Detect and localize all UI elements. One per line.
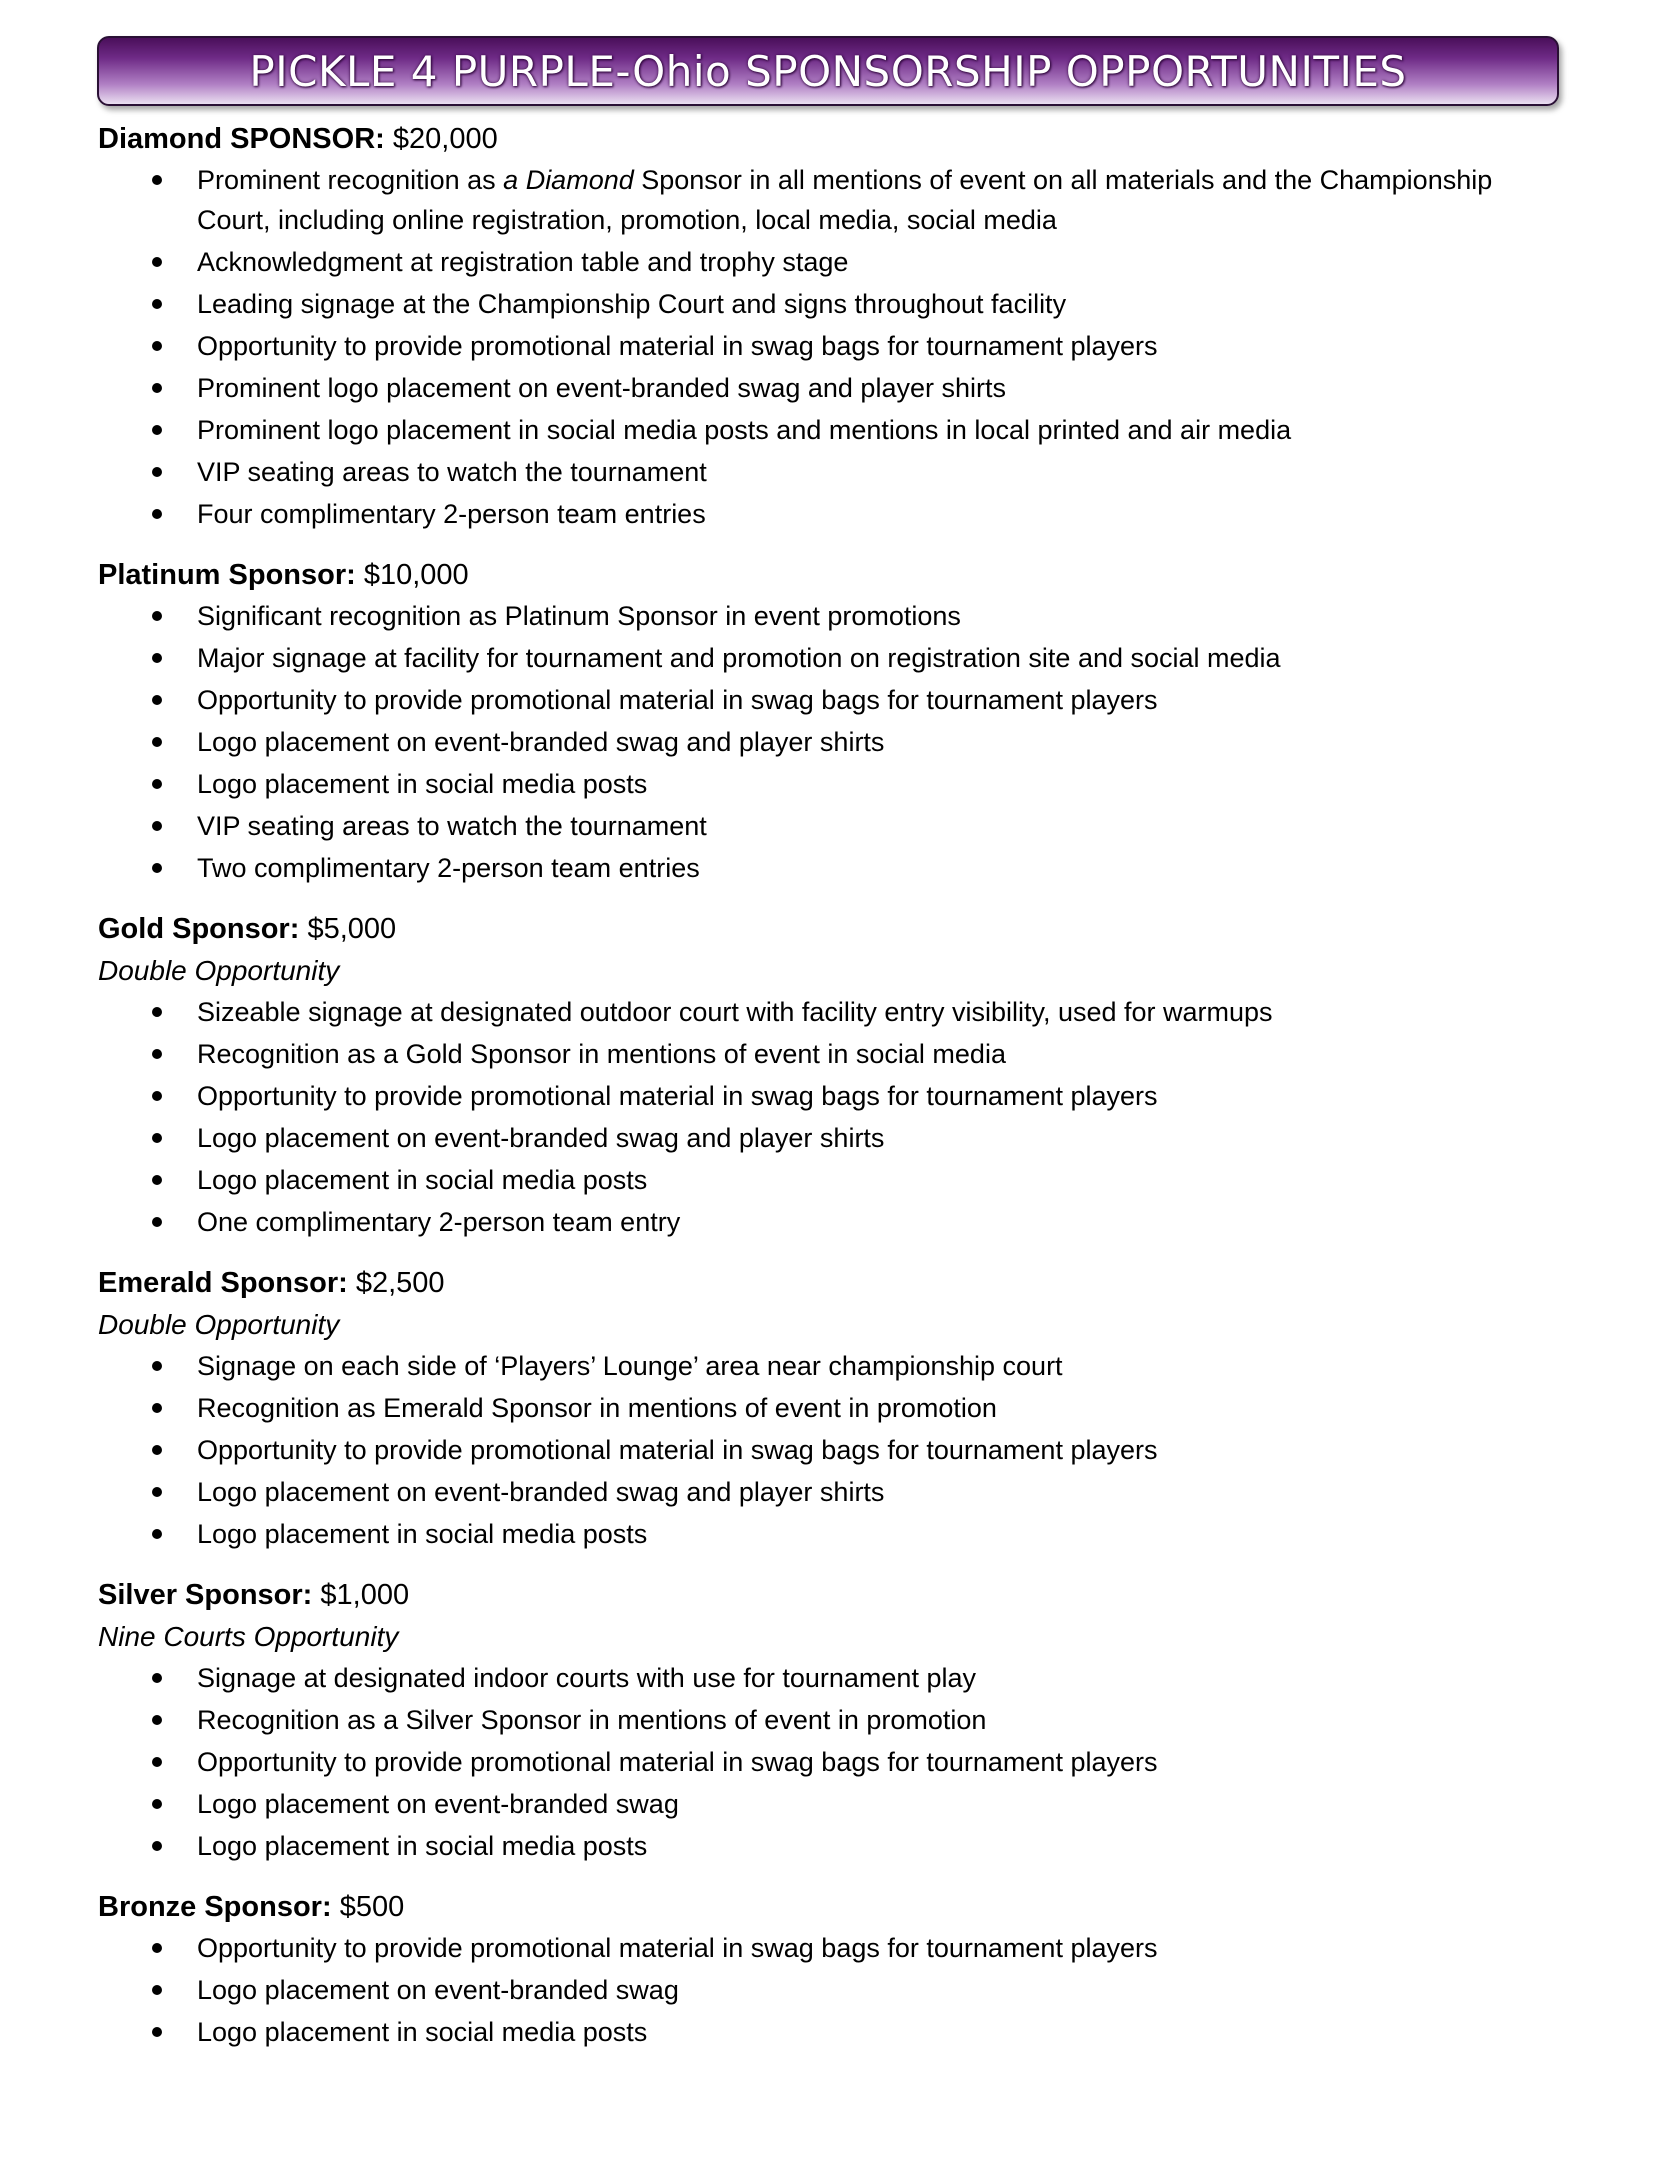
benefit-item: [98, 848, 1568, 888]
benefit-item: [98, 452, 1568, 492]
benefit-item: [98, 806, 1568, 846]
bullet-icon: [152, 1757, 162, 1767]
benefit-item: [98, 368, 1568, 408]
benefit-item: [98, 764, 1568, 804]
benefit-text: Opportunity to provide promotional material in swag bags for tournament players: [197, 331, 1158, 361]
benefit-item: [98, 1928, 1568, 1968]
benefit-item: [98, 1202, 1568, 1242]
tier-section: [98, 1886, 1568, 2052]
benefit-text: One complimentary 2-person team entry: [197, 1207, 681, 1237]
bullet-icon: [152, 737, 162, 747]
benefit-item: [98, 2012, 1568, 2052]
bullet-icon: [152, 1133, 162, 1143]
benefit-item: [98, 638, 1568, 678]
benefit-item: [98, 494, 1568, 534]
benefit-item: [98, 326, 1568, 366]
benefit-text: Significant recognition as Platinum Sponsor in event promotions: [197, 601, 961, 631]
tier-heading: [98, 118, 1568, 160]
benefit-text: Opportunity to provide promotional material in swag bags for tournament players: [197, 1435, 1158, 1465]
benefit-list: [98, 1346, 1568, 1554]
benefit-item: [98, 1076, 1568, 1116]
benefit-item: [98, 1388, 1568, 1428]
tier-name: Platinum Sponsor:: [98, 559, 356, 591]
tier-subtitle: Nine Courts Opportunity: [98, 1621, 399, 1652]
tier-price: $10,000: [363, 559, 469, 591]
benefit-text: Opportunity to provide promotional material in swag bags for tournament players: [197, 1933, 1158, 1963]
bullet-icon: [152, 299, 162, 309]
page-title: PICKLE 4 PURPLE-Ohio SPONSORSHIP OPPORTUNITIES: [249, 46, 1407, 96]
tier-section: [98, 118, 1568, 534]
bullet-icon: [152, 653, 162, 663]
bullet-icon: [152, 1943, 162, 1953]
tier-heading: [98, 554, 1568, 596]
benefit-text: Logo placement on event-branded swag and player shirts: [197, 1123, 885, 1153]
bullet-icon: [152, 341, 162, 351]
bullet-icon: [152, 1049, 162, 1059]
bullet-icon: [152, 383, 162, 393]
benefit-text: VIP seating areas to watch the tournament: [197, 457, 707, 487]
bullet-icon: [152, 863, 162, 873]
benefit-item: [98, 1826, 1568, 1866]
benefit-text: Prominent logo placement in social media posts and mentions in local printed and air media: [197, 415, 1292, 445]
benefit-item: [98, 1700, 1568, 1740]
benefit-item: [98, 992, 1568, 1032]
benefit-text: Opportunity to provide promotional material in swag bags for tournament players: [197, 685, 1158, 715]
benefit-item: [98, 680, 1568, 720]
benefit-item: [98, 160, 1568, 240]
benefit-item: [98, 410, 1568, 450]
bullet-icon: [152, 1985, 162, 1995]
bullet-icon: [152, 611, 162, 621]
benefit-text: Signage at designated indoor courts with use for tournament play: [197, 1663, 976, 1693]
tier-subtitle: Double Opportunity: [98, 1309, 340, 1340]
benefit-item: [98, 1784, 1568, 1824]
bullet-icon: [152, 1529, 162, 1539]
benefit-text-cont: Sponsor in all mentions of event on all materials and the Championship Court, including online registration, promotion, local media, social media: [197, 165, 1493, 235]
benefit-item: [98, 284, 1568, 324]
benefit-item: [98, 722, 1568, 762]
benefit-emphasis: a Diamond: [503, 165, 634, 195]
benefit-text: Logo placement in social media posts: [197, 1165, 648, 1195]
bullet-icon: [152, 509, 162, 519]
bullet-icon: [152, 2027, 162, 2037]
tier-price: $500: [339, 1891, 405, 1923]
benefit-item: [98, 1346, 1568, 1386]
benefit-list: [98, 160, 1568, 534]
benefit-list: [98, 992, 1568, 1242]
bullet-icon: [152, 1673, 162, 1683]
benefit-item: [98, 1658, 1568, 1698]
tier-price: $2,500: [355, 1267, 445, 1299]
benefit-item: [98, 1970, 1568, 2010]
bullet-icon: [152, 1091, 162, 1101]
benefit-text: Prominent logo placement on event-branded swag and player shirts: [197, 373, 1006, 403]
benefit-text: Logo placement on event-branded swag and player shirts: [197, 1477, 885, 1507]
benefit-text: Logo placement in social media posts: [197, 769, 648, 799]
benefit-text: Logo placement in social media posts: [197, 1831, 648, 1861]
sponsorship-tiers: [98, 118, 1568, 2072]
benefit-item: [98, 1034, 1568, 1074]
bullet-icon: [152, 1007, 162, 1017]
tier-section: [98, 1574, 1568, 1866]
benefit-item: [98, 1742, 1568, 1782]
benefit-text: Prominent recognition as: [197, 165, 504, 195]
benefit-text: Logo placement in social media posts: [197, 2017, 648, 2047]
benefit-item: [98, 1472, 1568, 1512]
benefit-text: Logo placement on event-branded swag: [197, 1789, 679, 1819]
bullet-icon: [152, 257, 162, 267]
tier-name: Emerald Sponsor:: [98, 1267, 348, 1299]
bullet-icon: [152, 821, 162, 831]
benefit-text: Logo placement in social media posts: [197, 1519, 648, 1549]
bullet-icon: [152, 1715, 162, 1725]
benefit-text: Recognition as a Gold Sponsor in mentions of event in social media: [197, 1039, 1006, 1069]
benefit-item: [98, 1430, 1568, 1470]
bullet-icon: [152, 1217, 162, 1227]
benefit-item: [98, 596, 1568, 636]
tier-name: Silver Sponsor:: [98, 1579, 313, 1611]
title-banner: [97, 36, 1559, 106]
tier-heading: [98, 1262, 1568, 1304]
tier-name: Bronze Sponsor:: [98, 1891, 332, 1923]
benefit-list: [98, 1658, 1568, 1866]
tier-section: [98, 908, 1568, 1242]
benefit-item: [98, 1514, 1568, 1554]
bullet-icon: [152, 1403, 162, 1413]
benefit-text: Signage on each side of ‘Players’ Lounge’ area near championship court: [197, 1351, 1063, 1381]
benefit-list: [98, 1928, 1568, 2052]
tier-heading: [98, 1574, 1568, 1616]
bullet-icon: [152, 425, 162, 435]
bullet-icon: [152, 1175, 162, 1185]
bullet-icon: [152, 467, 162, 477]
bullet-icon: [152, 1445, 162, 1455]
benefit-text: Leading signage at the Championship Court and signs throughout facility: [197, 289, 1067, 319]
benefit-text: Logo placement on event-branded swag and player shirts: [197, 727, 885, 757]
tier-name: Diamond SPONSOR:: [98, 123, 385, 155]
benefit-text: Opportunity to provide promotional material in swag bags for tournament players: [197, 1747, 1158, 1777]
benefit-text: Four complimentary 2-person team entries: [197, 499, 706, 529]
benefit-text: Sizeable signage at designated outdoor court with facility entry visibility, used for warmups: [197, 997, 1273, 1027]
tier-price: $5,000: [307, 913, 397, 945]
tier-heading: [98, 1886, 1568, 1928]
benefit-text: Acknowledgment at registration table and trophy stage: [197, 247, 849, 277]
tier-section: [98, 1262, 1568, 1554]
benefit-list: [98, 596, 1568, 888]
bullet-icon: [152, 1799, 162, 1809]
tier-heading: [98, 908, 1568, 950]
benefit-text: Logo placement on event-branded swag: [197, 1975, 679, 2005]
bullet-icon: [152, 779, 162, 789]
bullet-icon: [152, 1841, 162, 1851]
bullet-icon: [152, 175, 162, 185]
bullet-icon: [152, 695, 162, 705]
tier-name: Gold Sponsor:: [98, 913, 300, 945]
benefit-item: [98, 1118, 1568, 1158]
bullet-icon: [152, 1487, 162, 1497]
benefit-item: [98, 242, 1568, 282]
benefit-text: Opportunity to provide promotional material in swag bags for tournament players: [197, 1081, 1158, 1111]
benefit-text: VIP seating areas to watch the tournament: [197, 811, 707, 841]
bullet-icon: [152, 1361, 162, 1371]
benefit-text: Major signage at facility for tournament and promotion on registration site and social media: [197, 643, 1281, 673]
benefit-text: Two complimentary 2-person team entries: [197, 853, 700, 883]
tier-price: $20,000: [392, 123, 498, 155]
tier-price: $1,000: [320, 1579, 410, 1611]
benefit-text: Recognition as Emerald Sponsor in mentions of event in promotion: [197, 1393, 997, 1423]
tier-section: [98, 554, 1568, 888]
benefit-item: [98, 1160, 1568, 1200]
tier-subtitle: Double Opportunity: [98, 955, 340, 986]
benefit-text: Recognition as a Silver Sponsor in mentions of event in promotion: [197, 1705, 987, 1735]
